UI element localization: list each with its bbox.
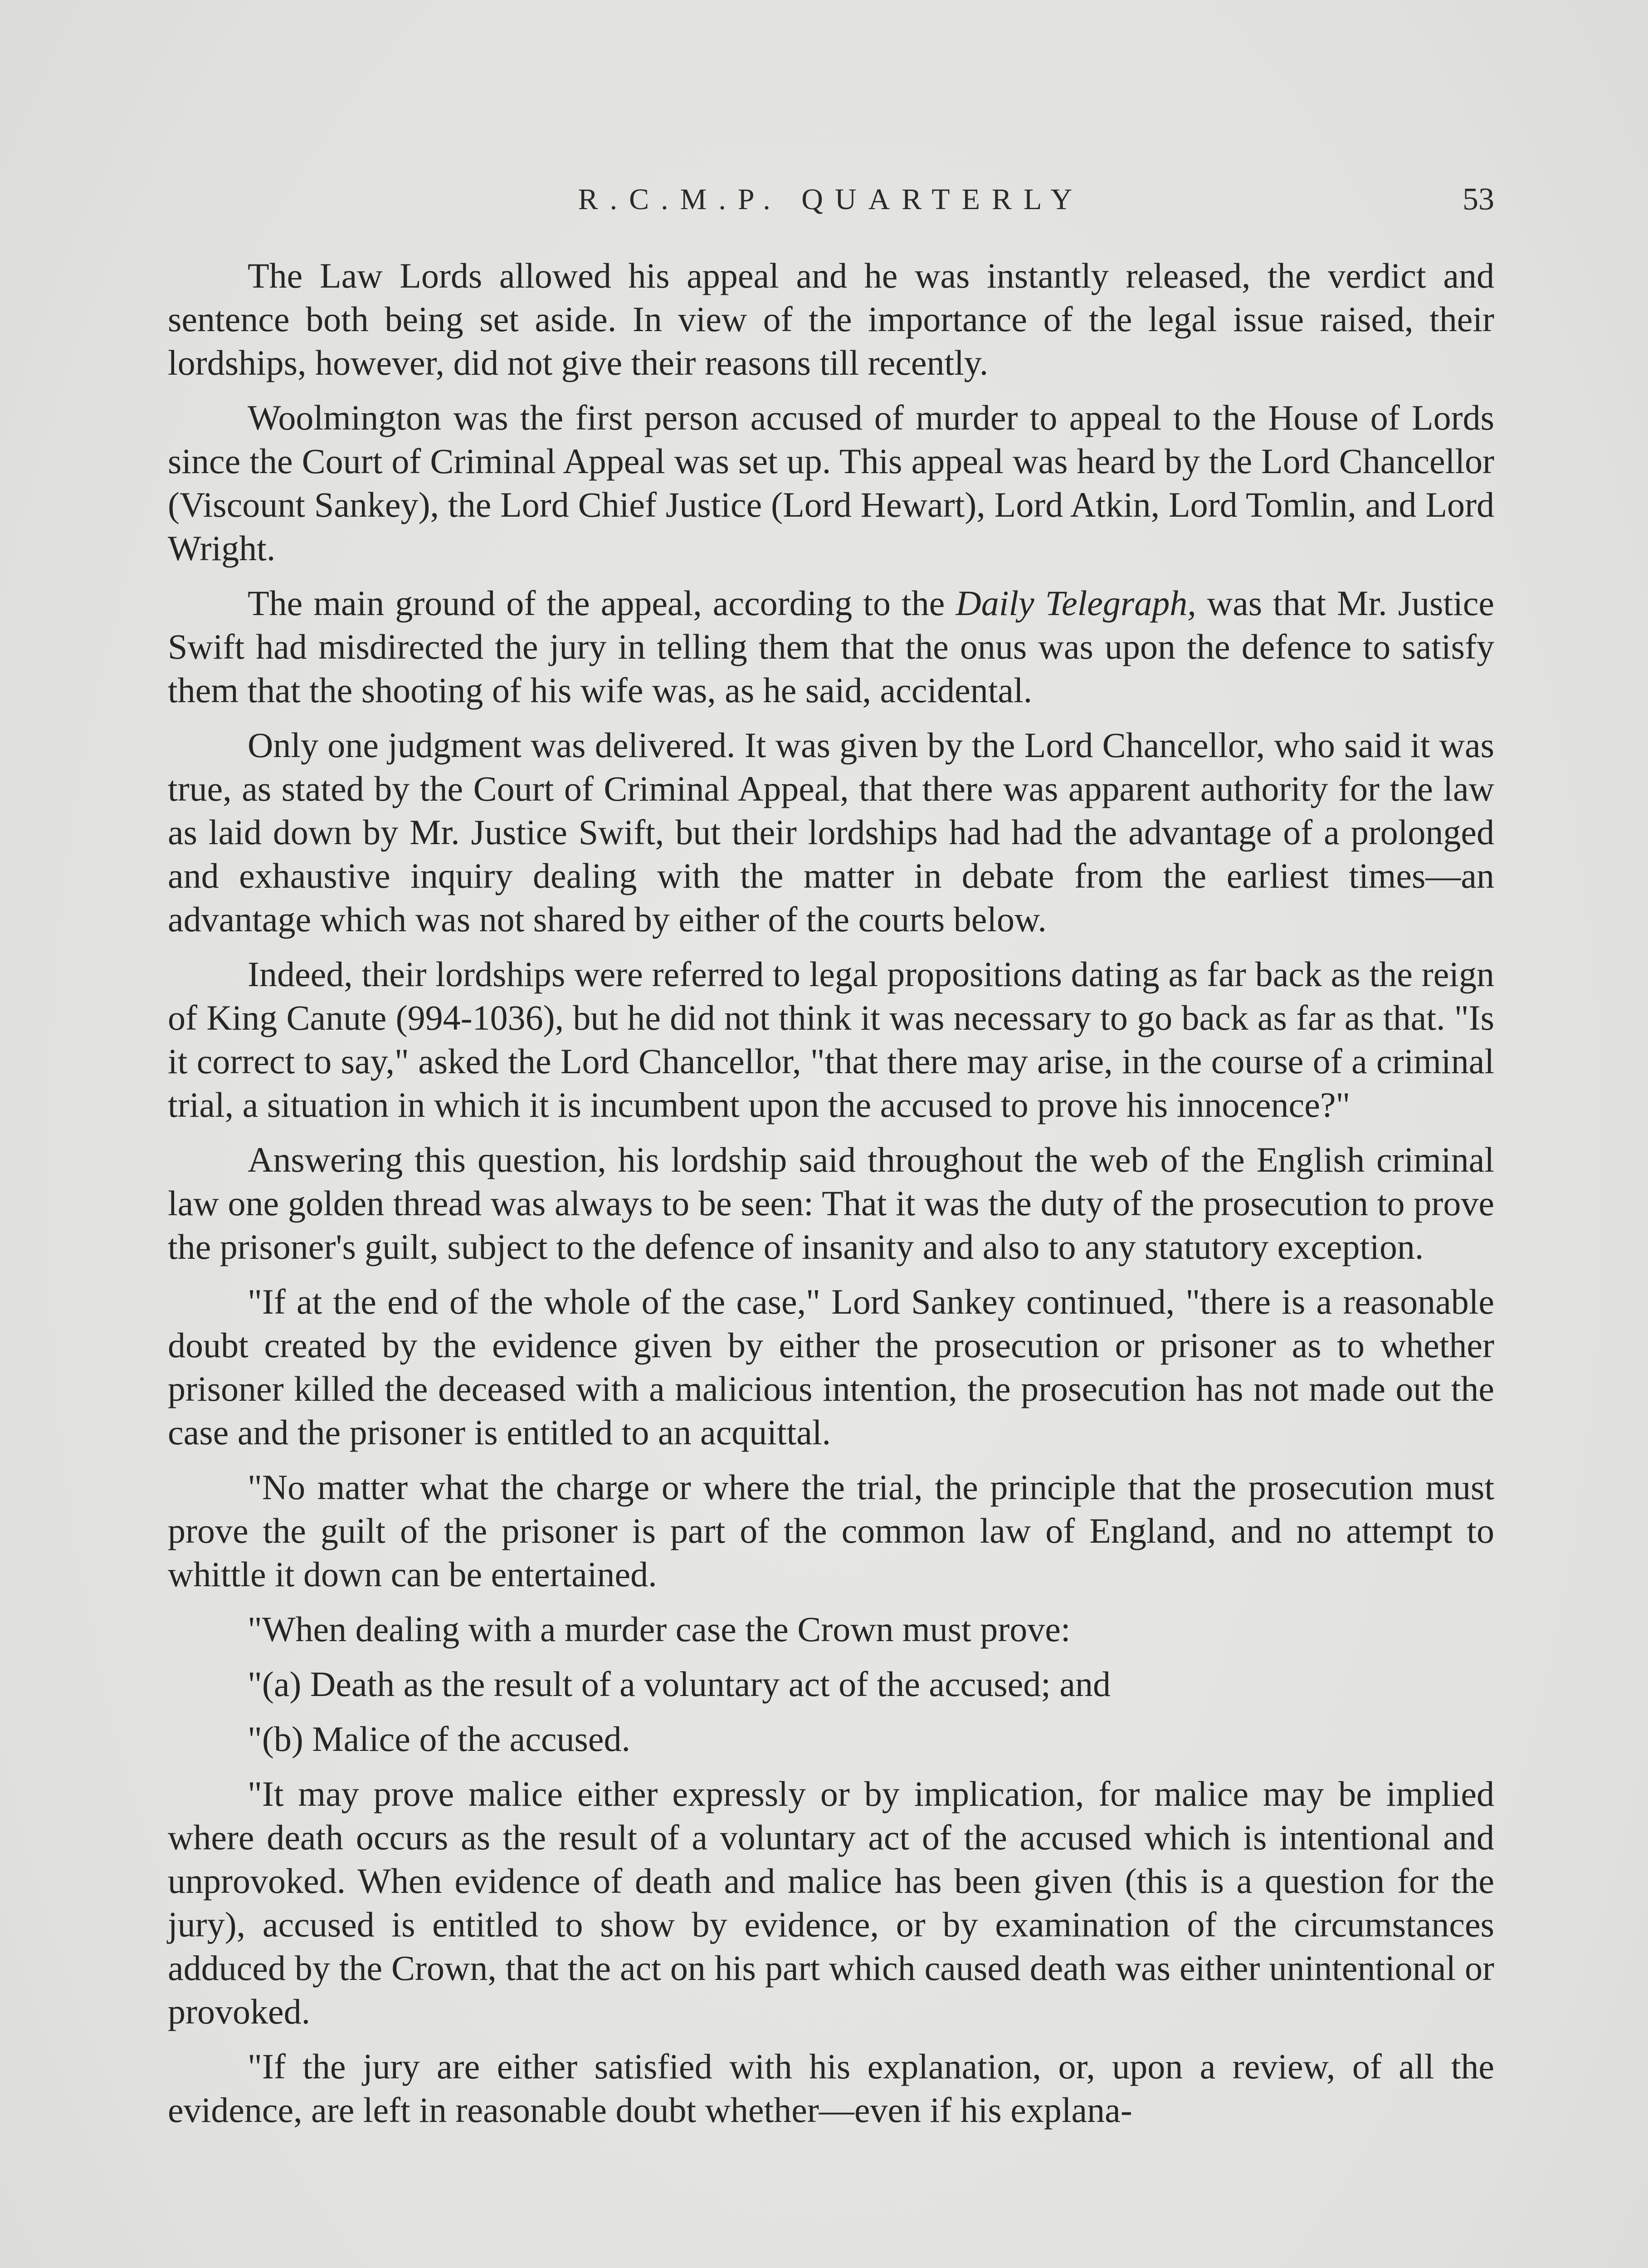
page-number: 53 [1463, 182, 1494, 217]
paragraph: Only one judgment was delivered. It was given by the Lord Chancellor, who said it was true, as stated by the Court of Criminal Appeal, that there was apparent authority for the law as laid down by Mr. Justice Swift, but their lordships had had the advantage of a prolonged and exhaustive inquiry dealing with the matter in debate from the earliest times—an advantage which was not shared by either of the courts below. [168, 725, 1494, 939]
paragraph: Woolmington was the first person accused of murder to appeal to the House of Lords since the Court of Criminal Appeal was set up. This appeal was heard by the Lord Chancellor (Viscount Sankey), the Lord Chief Justice (Lord Hewart), Lord Atkin, Lord Tomlin, and Lord Wright. [168, 398, 1494, 568]
list-item-b: "(b) Malice of the accused. [248, 1719, 630, 1759]
text-span: The main ground of the appeal, according to the [248, 583, 956, 623]
list-item-a: "(a) Death as the result of a voluntary act of the accused; and [248, 1664, 1111, 1704]
running-header [168, 179, 1494, 220]
paragraph [168, 582, 1494, 712]
text-span: was that Mr. Justice Swift had misdirected the jury in telling them that the onus was upon the defence to satisfy them that the shooting of his wife was, as he said, accidental. [168, 583, 1494, 710]
running-title: R.C.M.P. QUARTERLY [578, 183, 1084, 216]
body-text [168, 254, 1494, 2143]
paragraph: Indeed, their lordships were referred to legal propositions dating as far back as the reign of King Canute (994-1036), but he did not think it was necessary to go back as far as that. "Is it correct to say," asked the Lord Chancellor, "that there may arise, in the course of a criminal trial, a situation in which it is incumbent upon the accused to prove his innocence?" [168, 954, 1494, 1124]
paragraph: Answering this question, his lordship said throughout the web of the English criminal law one golden thread was always to be seen: That it was the duty of the prosecution to prove the prisoner's guilt, subject to the defence of insanity and also to any statutory exception. [168, 1140, 1494, 1266]
paragraph: "If the jury are either satisfied with his explanation, or, upon a review, of all the evidence, are left in reasonable doubt whether—even if his explana- [168, 2047, 1494, 2130]
paragraph: "If at the end of the whole of the case," Lord Sankey continued, "there is a reasonable doubt created by the evidence given by either the prosecution or prisoner as to whether prisoner killed the deceased with a malicious intention, the prosecution has not made out the case and the prisoner is entitled to an acquittal. [168, 1282, 1494, 1452]
paragraph: The Law Lords allowed his appeal and he was instantly released, the verdict and sentence both being set aside. In view of the importance of the legal issue raised, their lordships, however, did not give their reasons till recently. [168, 256, 1494, 382]
paragraph: "No matter what the charge or where the trial, the principle that the prosecution must prove the guilt of the prisoner is part of the common law of England, and no attempt to whittle it down can be entertained. [168, 1467, 1494, 1594]
paragraph: "It may prove malice either expressly or by implication, for malice may be implied where death occurs as the result of a voluntary act of the accused which is intentional and unprovoked. When evidence of death and malice has been given (this is a question for the jury), accused is entitled to show by evidence, or by examination of the circumstances adduced by the Crown, that the act on his part which caused death was either unintentional or provoked. [168, 1774, 1494, 2031]
publication-title: Daily Telegraph, [956, 583, 1196, 623]
paragraph: "When dealing with a murder case the Crown must prove: [248, 1609, 1071, 1649]
